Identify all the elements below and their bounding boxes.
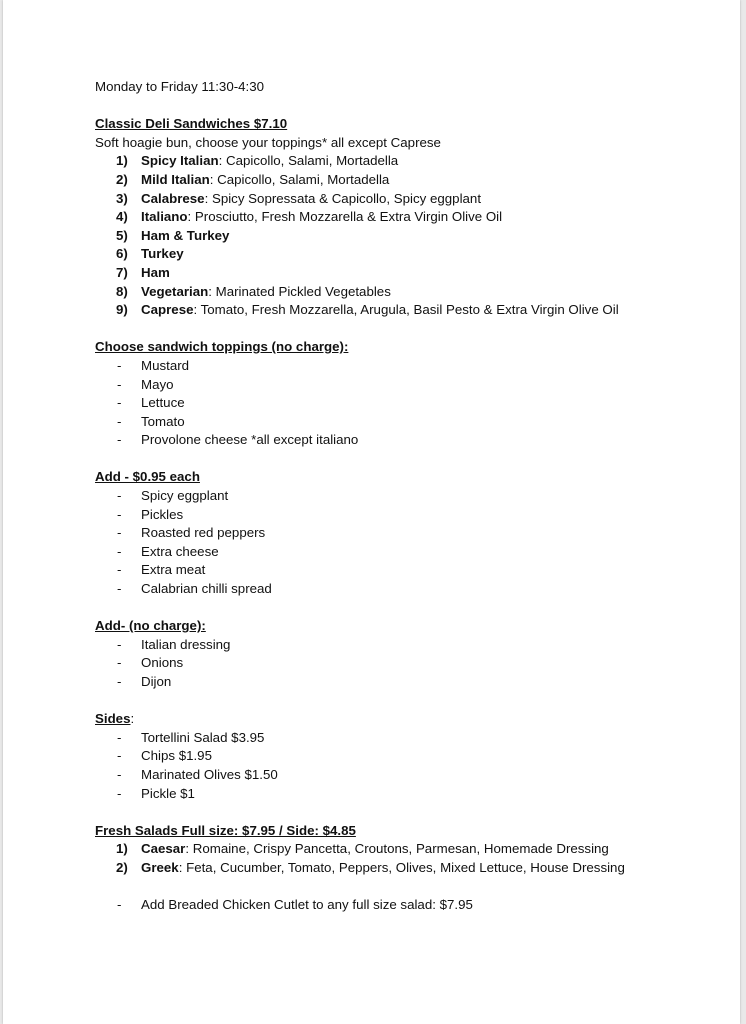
item-number: 4) [116,209,128,225]
list-item-text: Extra meat [141,562,206,578]
document-page [3,0,740,1024]
list-item [95,747,715,766]
list-item-text: Tomato [141,413,185,429]
dash-bullet: - [117,636,122,652]
hours-text: Monday to Friday 11:30-4:30 [95,79,265,94]
dash-bullet: - [117,543,122,559]
list-item [95,580,715,599]
list-item [95,506,715,525]
item-number: 3) [116,190,128,206]
sandwich-item [95,171,715,190]
dash-bullet: - [117,581,122,597]
dash-bullet: - [117,357,122,373]
sandwich-name: Calabrese [141,190,205,206]
list-item [95,376,715,395]
list-item-text: Chips $1.95 [141,748,212,764]
dash-bullet: - [117,785,122,801]
dash-bullet: - [117,729,122,745]
list-item-text: Tortellini Salad $3.95 [141,729,265,745]
sandwich-item [95,152,715,171]
item-number: 1) [116,841,128,857]
dash-bullet: - [117,897,122,913]
add-free-list [95,636,715,692]
spacer [95,878,715,897]
list-item-text: Roasted red peppers [141,525,266,541]
sandwich-list [95,152,715,319]
list-item [95,431,715,450]
list-item-text: Italian dressing [141,636,231,652]
spacer [95,97,715,116]
dash-bullet: - [117,766,122,782]
sandwich-item [95,208,715,227]
dash-bullet: - [117,748,122,764]
sandwich-desc: : Spicy Sopressata & Capicollo, Spicy eggplant [204,190,482,206]
salad-item [95,840,715,859]
salad-list [95,840,715,877]
list-item [95,636,715,655]
salad-addon-text: Add Breaded Chicken Cutlet to any full size salad: $7.95 [141,897,473,913]
list-item [95,543,715,562]
list-item-text: Onions [141,655,184,671]
list-item-text: Dijon [141,674,172,689]
item-number: 6) [116,246,128,262]
list-item [95,394,715,413]
sandwich-desc: : Prosciutto, Fresh Mozzarella & Extra Virgin Olive Oil [187,209,503,225]
sides-colon: : [130,711,135,727]
add-paid-heading: Add - $0.95 each [95,469,200,485]
list-item [95,357,715,376]
list-item-text: Extra cheese [141,543,219,559]
sandwich-desc: : Marinated Pickled Vegetables [208,283,391,299]
classic-heading: Classic Deli Sandwiches $7.10 [95,116,288,132]
toppings-heading: Choose sandwich toppings (no charge): [95,339,349,355]
sandwich-name: Vegetarian [141,283,209,299]
list-item [95,729,715,748]
list-item [95,766,715,785]
item-number: 2) [116,859,128,875]
sandwich-item [95,190,715,209]
dash-bullet: - [117,655,122,671]
sides-heading: Sides [95,711,131,727]
list-item-text: Marinated Olives $1.50 [141,766,278,782]
dash-bullet: - [117,525,122,541]
list-item-text: Mayo [141,376,174,392]
list-item [95,654,715,673]
salad-addon-list [95,896,715,915]
dash-bullet: - [117,413,122,429]
list-item-text: Provolone cheese *all except italiano [141,432,359,448]
list-item-text: Spicy eggplant [141,488,229,504]
list-item [95,785,715,804]
dash-bullet: - [117,506,122,522]
item-number: 5) [116,227,128,243]
dash-bullet: - [117,674,122,689]
salads-heading: Fresh Salads Full size: $7.95 / Side: $4.85 [95,822,356,838]
sandwich-name: Mild Italian [141,171,210,187]
sandwich-name: Turkey [141,246,184,262]
sandwich-desc: : Tomato, Fresh Mozzarella, Arugula, Basil Pesto & Extra Virgin Olive Oil [193,302,619,318]
spacer [95,450,715,469]
dash-bullet: - [117,395,122,411]
list-item [95,896,715,915]
spacer [95,692,715,711]
sandwich-name: Caprese [141,302,194,318]
sides-list [95,729,715,803]
toppings-list [95,357,715,450]
sandwich-item [95,283,715,302]
salad-desc: : Romaine, Crispy Pancetta, Croutons, Parmesan, Homemade Dressing [185,841,609,857]
salad-name: Greek [141,859,179,875]
item-number: 7) [116,264,128,280]
spacer [95,803,715,822]
list-item-text: Pickles [141,506,184,522]
sandwich-item [95,301,715,320]
item-number: 9) [116,302,128,318]
item-number: 2) [116,171,128,187]
dash-bullet: - [117,488,122,504]
list-item-text: Calabrian chilli spread [141,581,272,597]
spacer [95,599,715,618]
salad-desc: : Feta, Cucumber, Tomato, Peppers, Olives, Mixed Lettuce, House Dressing [178,859,625,875]
list-item [95,413,715,432]
dash-bullet: - [117,376,122,392]
sandwich-desc: : Capicollo, Salami, Mortadella [209,171,390,187]
item-number: 8) [116,283,128,299]
list-item-text: Mustard [141,357,190,373]
list-item-text: Pickle $1 [141,785,195,801]
dash-bullet: - [117,562,122,578]
spacer [95,320,715,339]
list-item-text: Lettuce [141,395,185,411]
list-item [95,673,715,692]
sides-heading-line [95,710,715,729]
menu-content [95,78,715,915]
item-number: 1) [116,153,128,169]
sandwich-name: Italiano [141,209,188,225]
salad-item [95,859,715,878]
classic-subtitle: Soft hoagie bun, choose your toppings* all except Caprese [95,134,441,150]
salad-name: Caesar [141,841,186,857]
sandwich-item [95,245,715,264]
add-free-heading: Add- (no charge): [95,618,206,634]
sandwich-item [95,227,715,246]
list-item [95,487,715,506]
list-item [95,524,715,543]
add-paid-list [95,487,715,599]
list-item [95,561,715,580]
sandwich-name: Spicy Italian [141,153,219,169]
sandwich-name: Ham [141,264,170,280]
sandwich-name: Ham & Turkey [141,227,230,243]
sandwich-item [95,264,715,283]
dash-bullet: - [117,432,122,448]
sandwich-desc: : Capicollo, Salami, Mortadella [218,153,399,169]
